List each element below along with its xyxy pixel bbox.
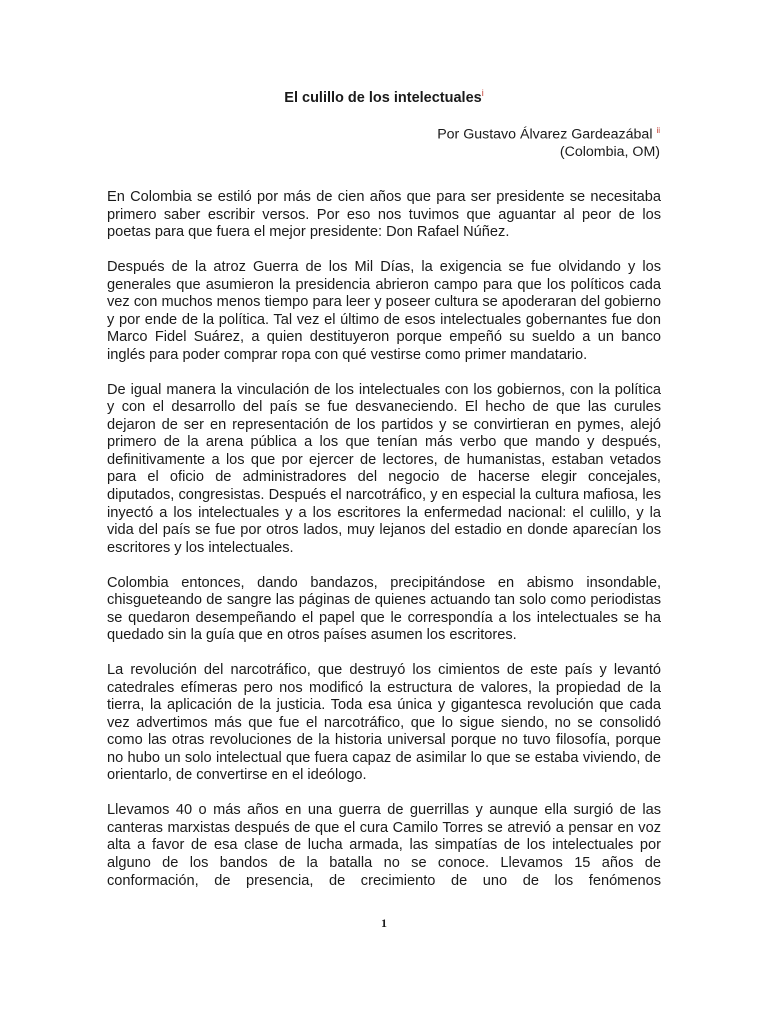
paragraph-4: Colombia entonces, dando bandazos, precipitándose en abismo insondable, chisgueteando de sangre las páginas de quienes actuando tan solo como periodistas se quedaron desempeñando el papel que le correspondía a los intelectuales se ha quedado sin la guía que en otros países asumen los escritores.	[107, 574, 661, 644]
paragraph-3: De igual manera la vinculación de los intelectuales con los gobiernos, con la política y con el desarrollo del país se fue desvaneciendo. El hecho de que las curules dejaron de ser en representación de los partidos y se convirtieran en pymes, alejó primero de la arena pública a los que tenían más verbo que mando y después, definitivamente a los que por ejercer de lectores, de humanistas, estaban vetados para el oficio de administradores del negocio de hacerse elegir concejales, diputados, congresistas. Después el narcotráfico, y en especial la cultura mafiosa, les inyectó a los intelectuales y a los escritores la enfermedad nacional: el culillo, y la vida del país se fue por otros lados, muy lejanos del estadio en donde aparecían los escritores y los intelectuales.	[107, 381, 661, 556]
author-line	[437, 122, 660, 144]
title-footnote-marker[interactable]: i	[481, 88, 484, 98]
paragraph-6: Llevamos 40 o más años en una guerra de guerrillas y aunque ella surgió de las canteras marxistas después de que el cura Camilo Torres se atrevió a pensar en voz alta a favor de esa clase de lucha armada, las simpatías de los intelectuales por alguno de los bandos de la batalla no se conoce. Llevamos 15 años de conformación, de presencia, de crecimiento de uno de los fenómenos	[107, 802, 661, 889]
title-text: El culillo de los intelectuales	[284, 89, 482, 106]
article-body	[107, 189, 661, 890]
paragraph-2: Después de la atroz Guerra de los Mil Días, la exigencia se fue olvidando y los generales que asumieron la presidencia abrieron campo para que los políticos cada vez con muchos menos tiempo para leer y poseer cultura se apoderaran del gobierno y por ende de la política. Tal vez el último de esos intelectuales gobernantes fue don Marco Fidel Suárez, a quien destituyeron porque empeñó su sueldo a un banco inglés para poder comprar ropa con qué vestirse como primer mandatario.	[107, 259, 661, 363]
author-name: Por Gustavo Álvarez Gardeazábal	[437, 126, 653, 143]
byline-block	[437, 122, 660, 161]
paragraph-1: En Colombia se estiló por más de cien años que para ser presidente se necesitaba primero saber escribir versos. Por eso nos tuvimos que aguantar al peor de los poetas para que fuera el mejor presidente: Don Rafael Núñez.	[107, 189, 661, 241]
author-footnote-marker[interactable]: ii	[656, 126, 660, 135]
paragraph-5: La revolución del narcotráfico, que destruyó los cimientos de este país y levantó catedrales efímeras pero nos modificó la estructura de valores, la propiedad de la tierra, la aplicación de la justicia. Toda esa única y gigantesca revolución que cada vez advertimos más que fue el narcotráfico, que lo sigue siendo, no se consolidó como las otras revoluciones de la historia universal porque no tuvo filosofía, porque no hubo un solo intelectual que fuera capaz de asimilar lo que se estaba viviendo, de orientarlo, de convertirse en el ideólogo.	[107, 662, 661, 784]
article-title	[0, 88, 768, 106]
author-location: (Colombia, OM)	[559, 143, 660, 160]
page-number: 1	[381, 916, 387, 930]
